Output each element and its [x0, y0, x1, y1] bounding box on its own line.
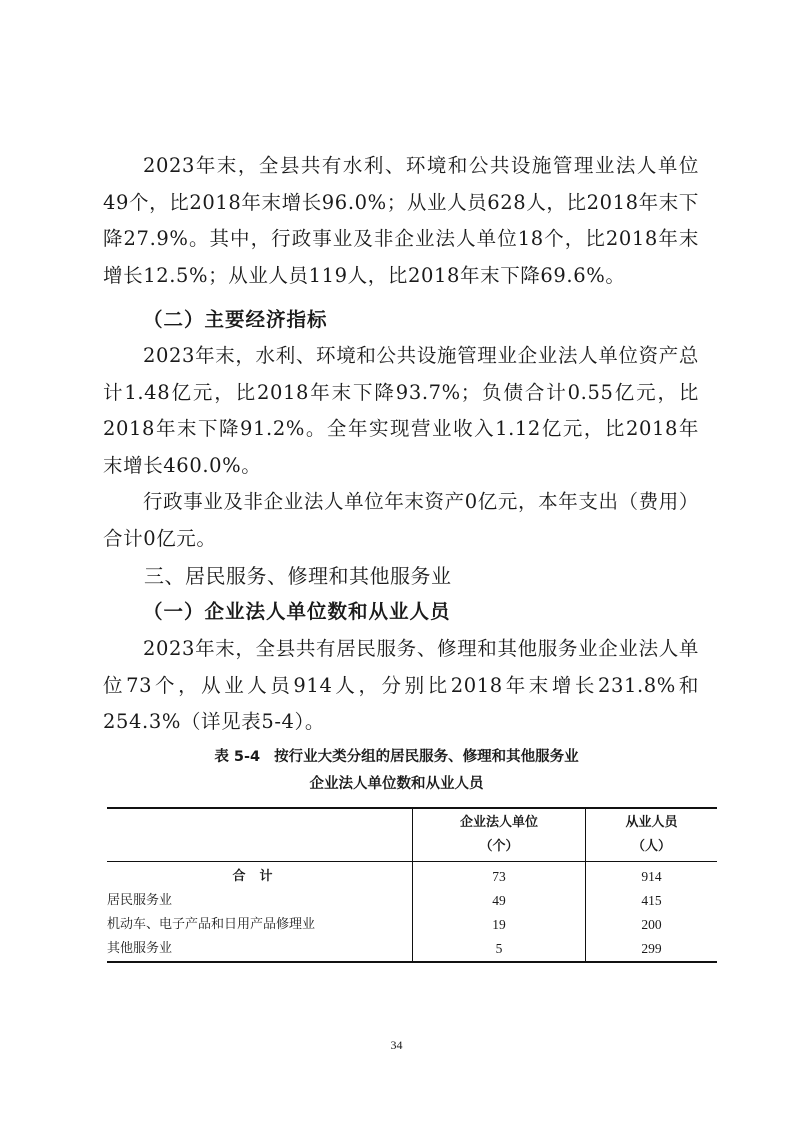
header-industry — [107, 808, 413, 862]
paragraph-administrative-assets: 行政事业及非企业法人单位年末资产0亿元，本年支出（费用）合计0亿元。 — [103, 490, 699, 550]
row-name: 合计 — [232, 869, 287, 884]
row-name: 居民服务业 — [107, 893, 173, 908]
table-row — [107, 889, 717, 913]
row-employees: 299 — [586, 937, 718, 962]
row-units: 5 — [413, 937, 586, 962]
table-caption-line2: 企业法人单位数和从业人员 — [309, 776, 484, 792]
table-caption-line1 — [0, 744, 793, 770]
header-employees-unit: （人） — [631, 839, 671, 854]
subheading-economic-indicators: （二）主要经济指标 — [143, 308, 328, 331]
row-employees: 415 — [586, 889, 718, 913]
row-units: 49 — [413, 889, 586, 913]
row-employees: 914 — [586, 862, 718, 890]
table-title: 按行业大类分组的居民服务、修理和其他服务业 — [274, 749, 579, 765]
page-number: 34 — [390, 1038, 403, 1052]
table-row — [107, 913, 717, 937]
row-employees: 200 — [586, 913, 718, 937]
header-employees-label: 从业人员 — [625, 815, 678, 830]
row-units: 19 — [413, 913, 586, 937]
paragraph-public-facilities-units: 2023年末，全县共有水利、环境和公共设施管理业法人单位49个，比2018年末增长96.0%；从业人员628人，比2018年末下降27.9%。其中，行政事业及非企业法人单位18个，比2018年末增长12.5%；从业人员119人，比2018年末下降69.6%。 — [103, 154, 699, 287]
industry-table — [107, 807, 717, 963]
table-header-row — [107, 808, 717, 862]
row-units: 73 — [413, 862, 586, 890]
table-row-total — [107, 862, 717, 890]
header-enterprise-units — [413, 808, 586, 862]
row-name: 其他服务业 — [107, 937, 413, 962]
table-number: 表 5-4 — [214, 749, 261, 765]
paragraph-enterprise-assets: 2023年末，水利、环境和公共设施管理业企业法人单位资产总计1.48亿元，比2018年末下降93.7%；负债合计0.55亿元，比2018年末下降91.2%。全年实现营业收入1.12亿元，比2018年末增长460.0%。 — [103, 344, 699, 477]
subheading-units-and-employees: （一）企业法人单位数和从业人员 — [143, 600, 451, 623]
paragraph-resident-services-summary: 2023年末，全县共有居民服务、修理和其他服务业企业法人单位73个，从业人员914人，分别比2018年末增长231.8%和254.3%（详见表5-4）。 — [103, 637, 699, 733]
row-name: 机动车、电子产品和日用产品修理业 — [107, 917, 316, 932]
section-heading-resident-services: 三、居民服务、修理和其他服务业 — [144, 564, 452, 588]
header-enterprise-units-label: 企业法人单位 — [459, 815, 538, 830]
header-enterprise-units-unit: （个） — [479, 839, 519, 854]
header-employees — [586, 808, 718, 862]
table-row — [107, 937, 717, 962]
